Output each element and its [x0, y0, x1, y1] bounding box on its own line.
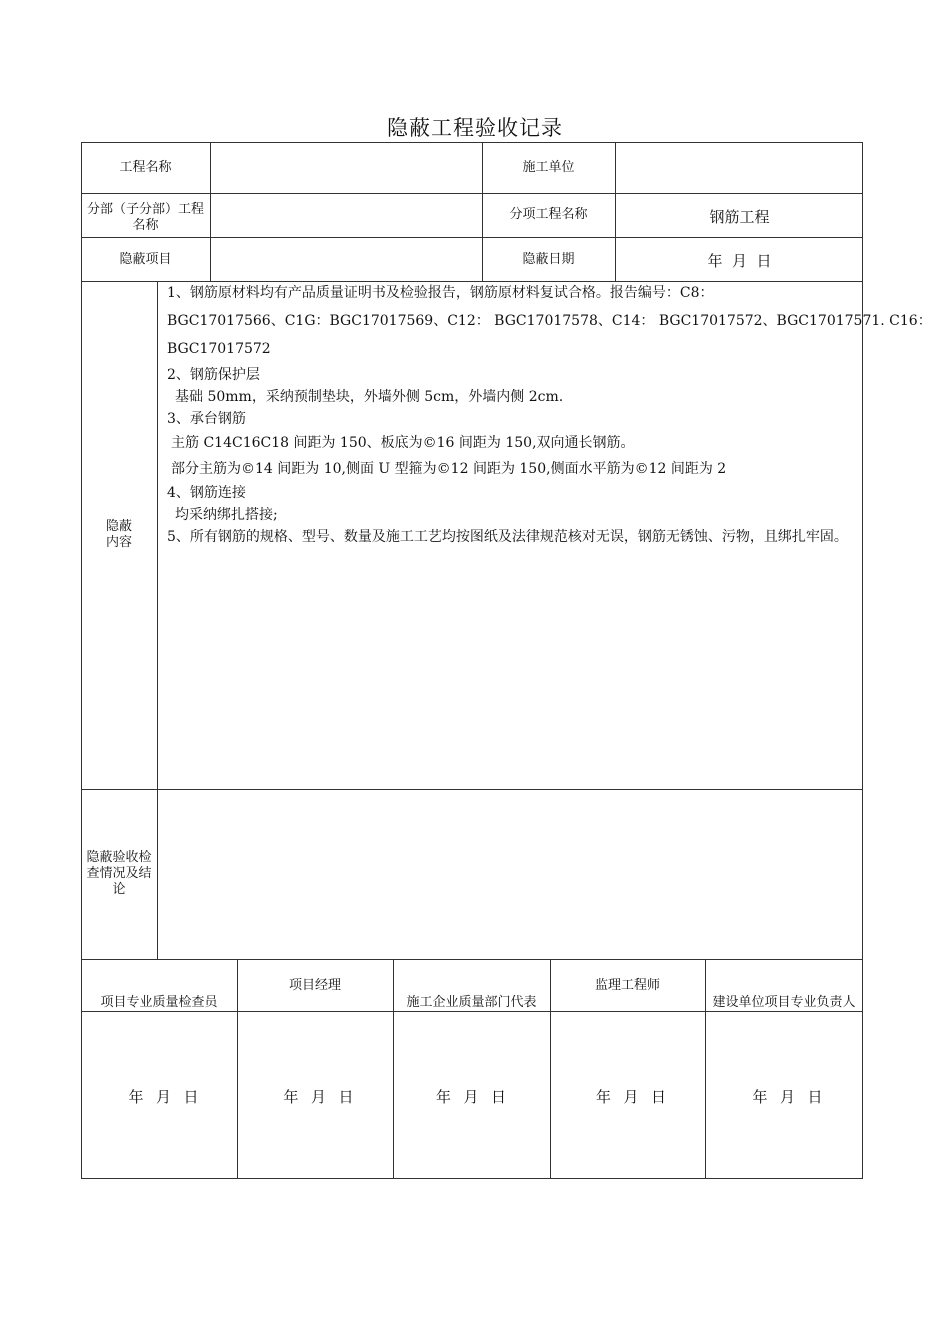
inspection-label-line3: 论 [112, 882, 126, 897]
signature-role: 监理工程师 [594, 978, 660, 993]
signature-date: 年 月 日 [435, 1088, 508, 1106]
hidden-item-label: 隐蔽项目 [119, 252, 172, 267]
signature-role: 项目经理 [288, 978, 341, 993]
col-divider [157, 281, 158, 959]
inspection-label-line1: 隐蔽验收检 [86, 850, 152, 865]
content-label [81, 519, 157, 551]
division-label [81, 202, 210, 234]
content-line: 部分主筋为©14 间距为 10,侧面 U 型箍为©12 间距为 150,侧面水平筋为©12 间距为 2 [171, 461, 727, 477]
signature-date: 年 月 日 [128, 1088, 200, 1106]
row-divider [81, 789, 863, 790]
hidden-content [167, 283, 932, 547]
subitem-label: 分项工程名称 [509, 207, 588, 222]
signature-role: 施工企业质量部门代表 [406, 995, 537, 1010]
content-label-line2: 内容 [105, 535, 132, 550]
col-divider [705, 959, 706, 1179]
inspection-label [81, 850, 157, 898]
page-title: 隐蔽工程验收记录 [387, 116, 563, 140]
subitem-value: 钢筋工程 [709, 208, 770, 226]
row-divider [81, 281, 863, 282]
signature-date: 年 月 日 [595, 1088, 668, 1106]
row-divider [81, 959, 863, 960]
content-line: BGC17017566、C1G：BGC17017569、C12： BGC17017578、C14： BGC17017572、BGC17017571. C16： [167, 313, 932, 329]
division-label-line1: 分部（子分部）工程 [86, 202, 204, 217]
signature-role: 项目专业质量检查员 [100, 995, 218, 1010]
content-line: 2、钢筋保护层 [167, 367, 260, 383]
project-name-label: 工程名称 [119, 160, 172, 175]
row-divider [81, 193, 863, 194]
content-line: 主筋 C14C16C18 间距为 150、板底为©16 间距为 150,双向通长钢筋。 [171, 435, 635, 451]
inspection-label-line2: 查情况及结 [86, 866, 152, 881]
content-label-line1: 隐蔽 [105, 519, 132, 534]
row-divider [81, 1011, 863, 1012]
content-line: 1、钢筋原材料均有产品质量证明书及检验报告，钢筋原材料复试合格。报告编号：C8： [167, 285, 714, 301]
content-line: 3、承台钢筋 [167, 411, 246, 427]
signature-role: 建设单位项目专业负责人 [712, 995, 856, 1010]
content-line: 均采纳绑扎搭接; [175, 507, 278, 523]
row-divider [81, 237, 863, 238]
signature-date: 年 月 日 [283, 1088, 355, 1106]
content-line: 5、所有钢筋的规格、型号、数量及施工工艺均按图纸及法律规范核对无误，钢筋无锈蚀、污物，且绑扎牢固。 [167, 529, 848, 545]
content-line: BGC17017572 [167, 341, 271, 357]
content-line: 4、钢筋连接 [167, 485, 246, 501]
signature-date: 年 月 日 [752, 1088, 824, 1106]
col-divider [393, 959, 394, 1179]
hidden-date-value: 年 月 日 [707, 252, 772, 270]
contractor-label: 施工单位 [522, 160, 575, 175]
hidden-date-label: 隐蔽日期 [522, 252, 575, 267]
col-divider [210, 142, 211, 281]
division-label-line2: 名称 [132, 218, 159, 233]
content-line: 基础 50mm，采纳预制垫块，外墙外侧 5cm，外墙内侧 2cm. [175, 389, 564, 405]
